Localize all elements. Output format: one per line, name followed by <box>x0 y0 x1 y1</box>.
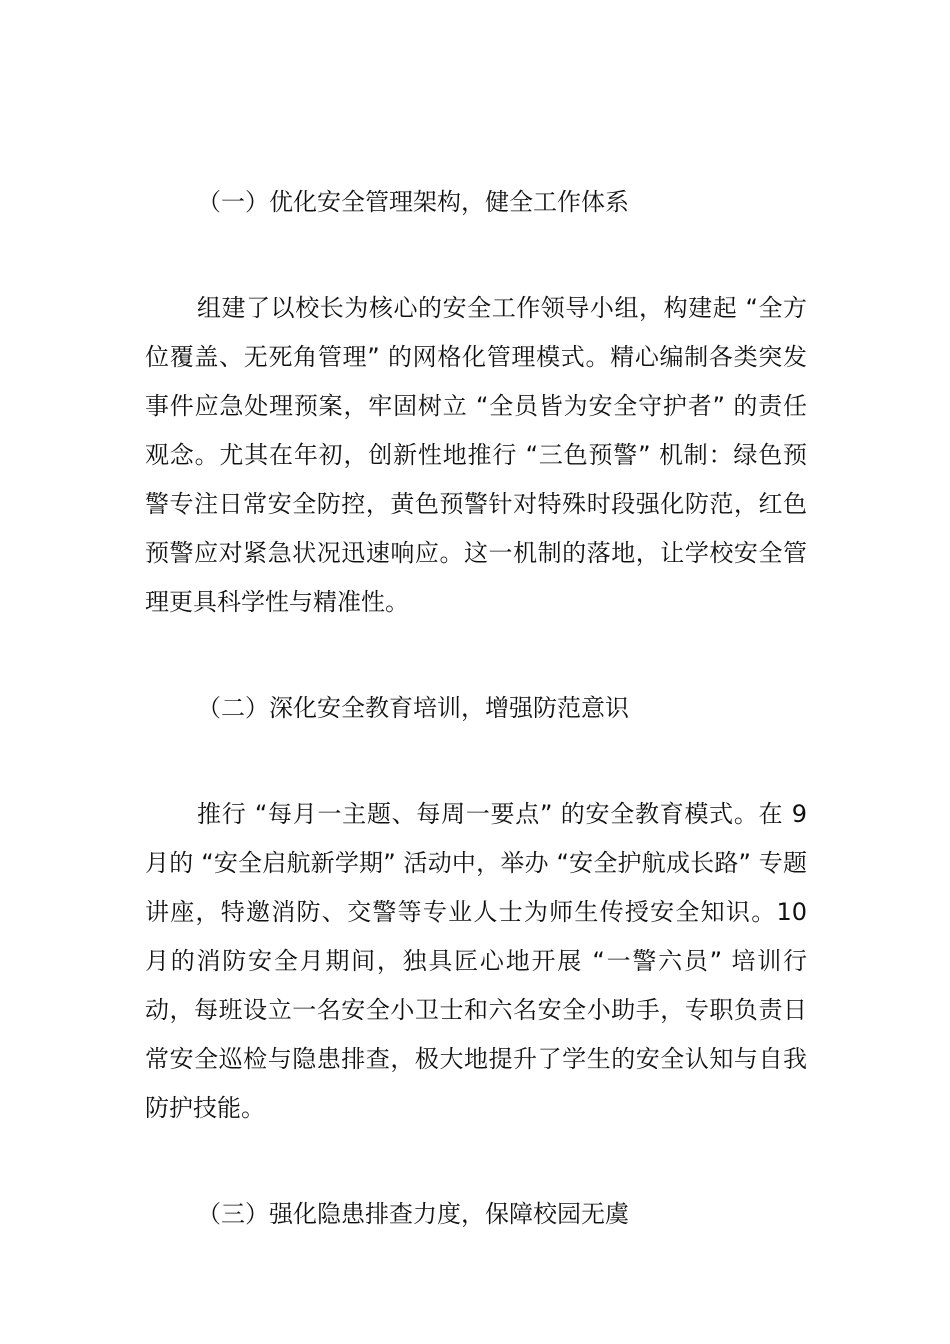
section-heading-3: （三）强化隐患排查力度，保障校园无虞 <box>197 1200 629 1228</box>
section-heading-2: （二）深化安全教育培训，增强防范意识 <box>197 694 629 722</box>
section-paragraph-2: 推行 “每月一主题、每周一要点” 的安全教育模式。在 9 月的 “安全启航新学期” 活动中，举办 “安全护航成长路” 专题讲座，特邀消防、交警等专业人士为师生传授安全知识。10 月的消防安全月期间，独具匠心地开展 “一警六员” 培训行动，每班设立一名安全小卫士和六名安全小助手，专职负责日常安全巡检与隐患排查，极大地提升了学生的安全认知与自我防护技能。 <box>145 800 807 1122</box>
document-body <box>145 178 807 1239</box>
section-paragraph-1: 组建了以校长为核心的安全工作领导小组，构建起 “全方位覆盖、无死角管理” 的网格化管理模式。精心编制各类突发事件应急处理预案，牢固树立 “全员皆为安全守护者” 的责任观念。尤其在年初，创新性地推行 “三色预警” 机制：绿色预警专注日常安全防控，黄色预警针对特殊时段强化防范，红色预警应对紧急状况迅速响应。这一机制的落地，让学校安全管理更具科学性与精准性。 <box>145 294 807 616</box>
section-heading-1: （一）优化安全管理架构，健全工作体系 <box>197 188 629 216</box>
